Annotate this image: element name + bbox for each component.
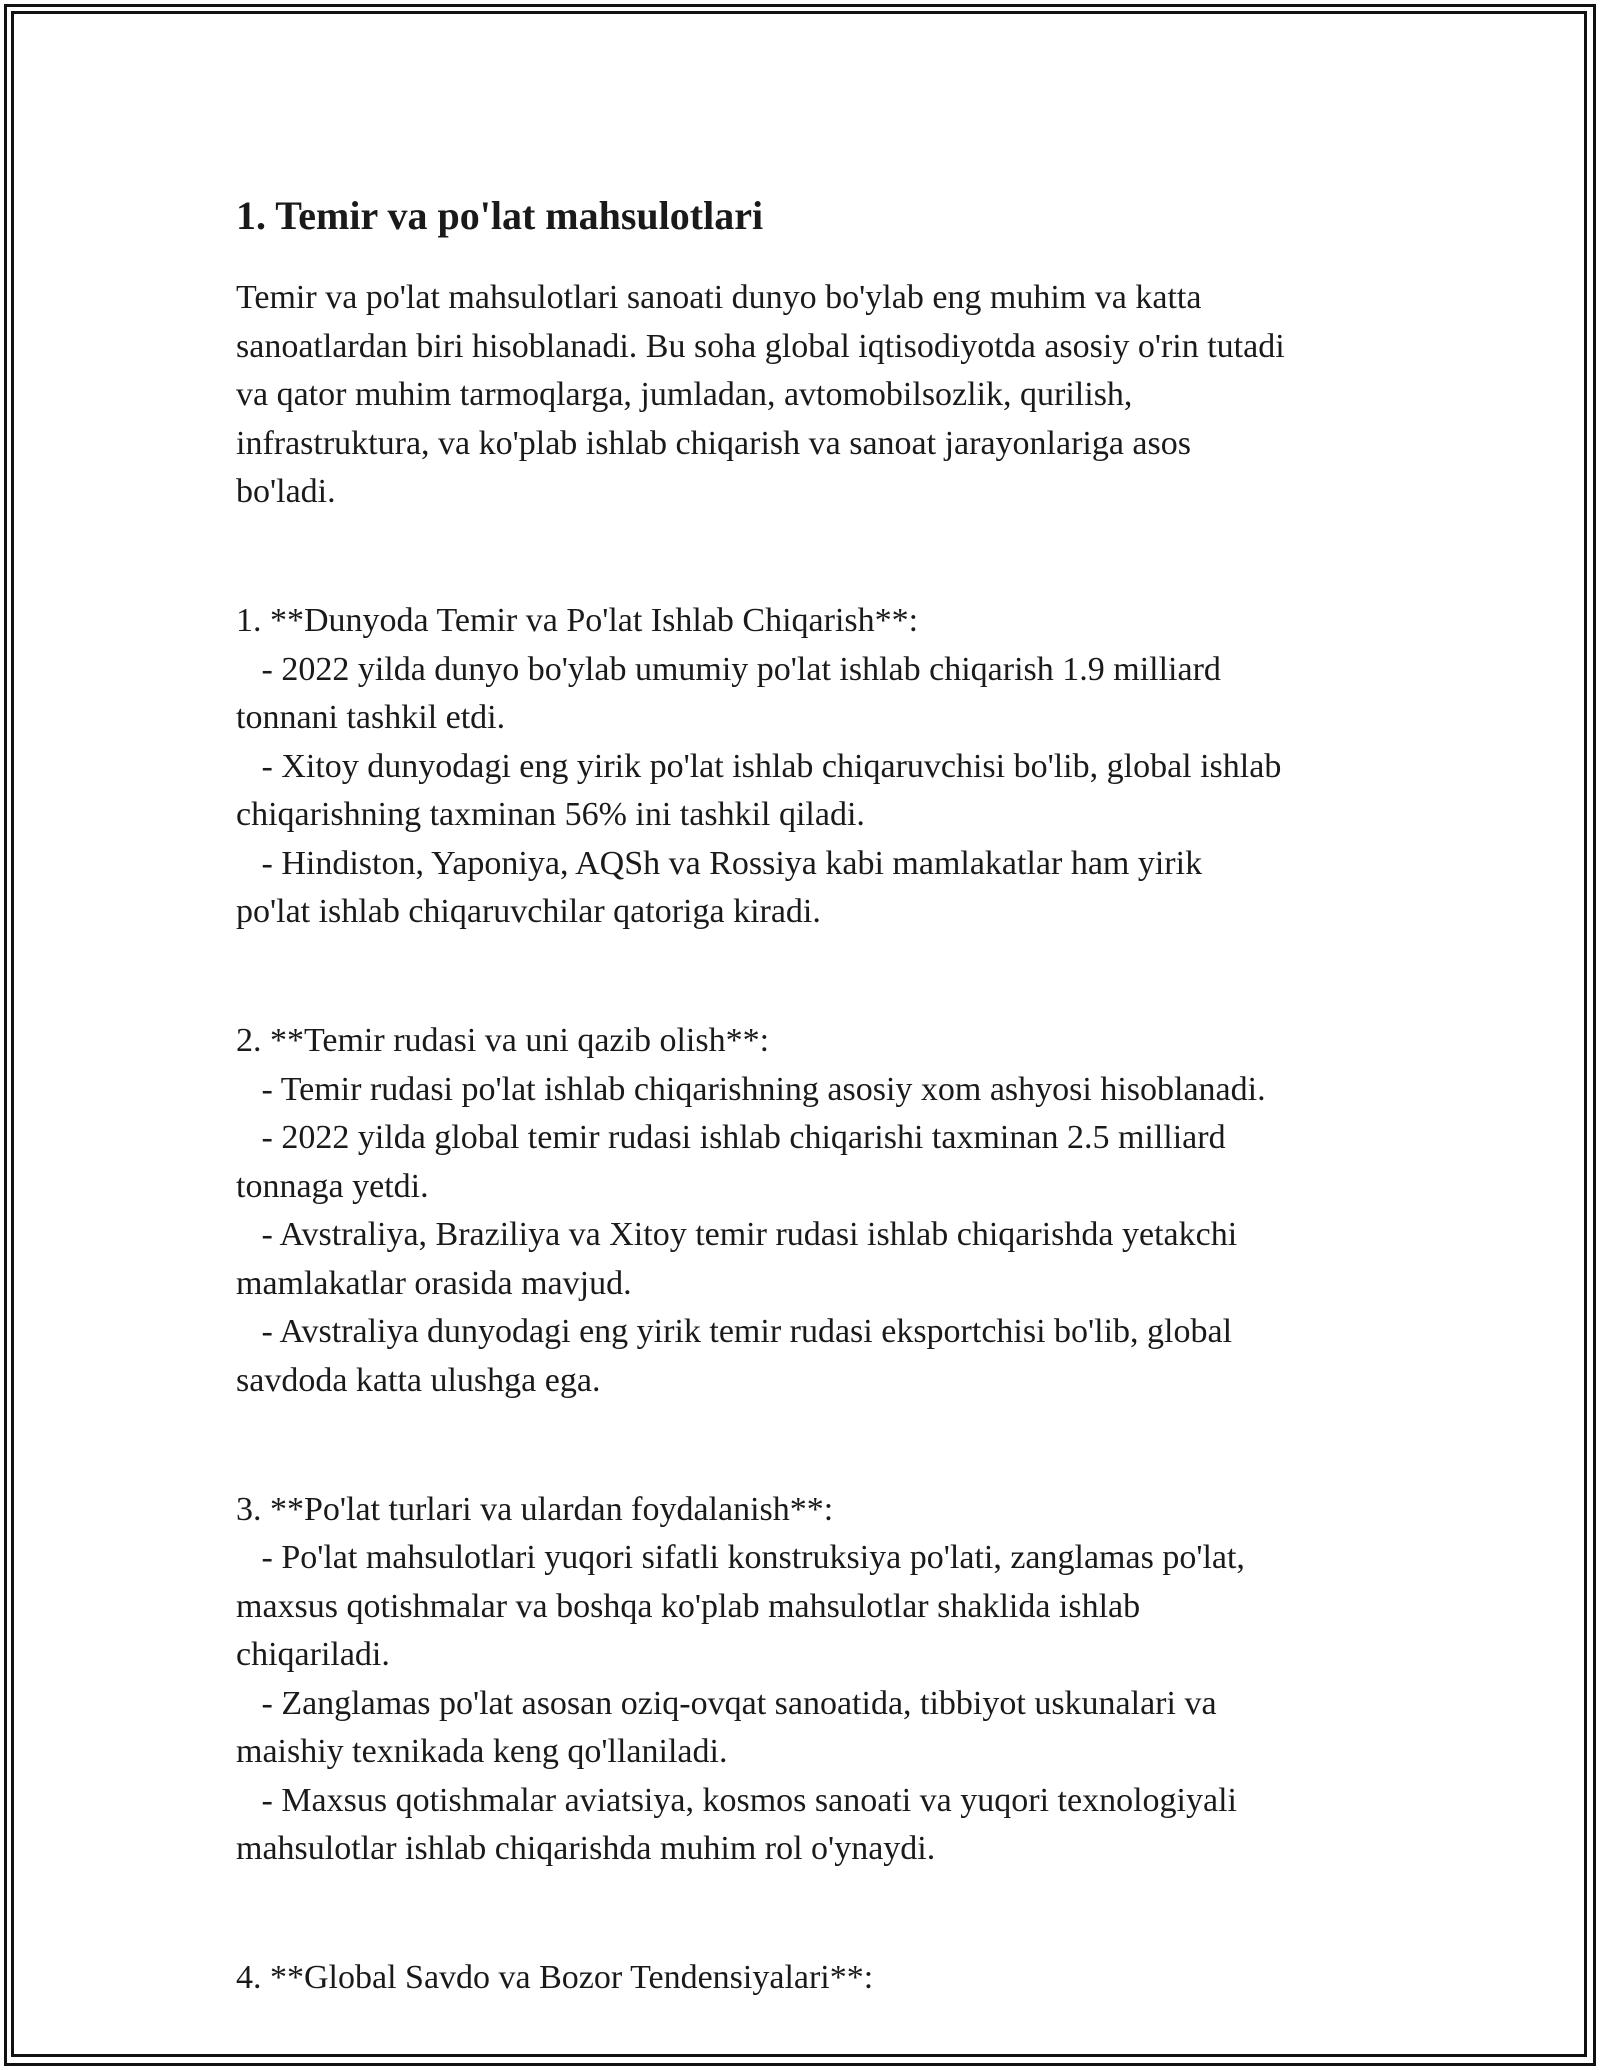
blank-line bbox=[236, 1421, 1376, 1470]
text-line: - Avstraliya, Braziliya va Xitoy temir rudasi ishlab chiqarishda yetakchi bbox=[236, 1216, 1238, 1253]
text-line: mamlakatlar orasida mavjud. bbox=[236, 1264, 632, 1302]
text-line: 2. **Temir rudasi va uni qazib olish**: bbox=[236, 1022, 770, 1059]
text-line: - Po'lat mahsulotlari yuqori sifatli konstruksiya po'lati, zanglamas po'lat, bbox=[236, 1539, 1245, 1576]
text-line: infrastruktura, va ko'plab ishlab chiqarish va sanoat jarayonlariga asos bbox=[236, 424, 1191, 462]
blank-line bbox=[236, 533, 1376, 582]
text-line: - 2022 yilda dunyo bo'ylab umumiy po'lat ishlab chiqarish 1.9 milliard bbox=[236, 650, 1221, 688]
text-line: maxsus qotishmalar va boshqa ko'plab mahsulotlar shaklida ishlab bbox=[236, 1587, 1141, 1625]
text-line: - 2022 yilda global temir rudasi ishlab chiqarishi taxminan 2.5 milliard bbox=[236, 1119, 1226, 1156]
text-line: - Temir rudasi po'lat ishlab chiqarishning asosiy xom ashyosi hisoblanadi. bbox=[236, 1070, 1266, 1108]
text-line: Temir va po'lat mahsulotlari sanoati dunyo bo'ylab eng muhim va katta bbox=[236, 279, 1202, 316]
text-line: 1. **Dunyoda Temir va Po'lat Ishlab Chiqarish**: bbox=[236, 602, 919, 639]
text-line: po'lat ishlab chiqaruvchilar qatoriga kiradi. bbox=[236, 893, 821, 930]
text-line: tonnani tashkil etdi. bbox=[236, 699, 506, 736]
document-text bbox=[236, 274, 1376, 2003]
text-line: maishiy texnikada keng qo'llaniladi. bbox=[236, 1733, 728, 1770]
text-line: - Hindiston, Yaponiya, AQSh va Rossiya kabi mamlakatlar ham yirik bbox=[236, 844, 1203, 882]
document-body bbox=[236, 186, 1376, 2003]
text-line: - Maxsus qotishmalar aviatsiya, kosmos sanoati va yuqori texnologiyali bbox=[236, 1781, 1237, 1819]
text-line: mahsulotlar ishlab chiqarishda muhim rol o'ynaydi. bbox=[236, 1830, 936, 1867]
text-line: tonnaga yetdi. bbox=[236, 1167, 429, 1205]
text-line: chiqariladi. bbox=[236, 1636, 390, 1673]
text-line: va qator muhim tarmoqlarga, jumladan, avtomobilsozlik, qurilish, bbox=[236, 376, 1133, 413]
text-line: bo'ladi. bbox=[236, 473, 336, 510]
text-line: - Zanglamas po'lat asosan oziq-ovqat sanoatida, tibbiyot uskunalari va bbox=[236, 1684, 1217, 1722]
text-line: 3. **Po'lat turlari va ulardan foydalanish**: bbox=[236, 1490, 834, 1528]
blank-line bbox=[236, 953, 1376, 1002]
text-line: - Xitoy dunyodagi eng yirik po'lat ishlab chiqaruvchisi bo'lib, global ishlab bbox=[236, 747, 1282, 785]
document-title: 1. Temir va po'lat mahsulotlari bbox=[236, 193, 764, 238]
text-line: - Avstraliya dunyodagi eng yirik temir rudasi eksportchisi bo'lib, global bbox=[236, 1313, 1233, 1350]
text-line: savdoda katta ulushga ega. bbox=[236, 1361, 601, 1399]
blank-line bbox=[236, 1890, 1376, 1939]
text-line: chiqarishning taxminan 56% ini tashkil qiladi. bbox=[236, 796, 865, 833]
text-line: sanoatlardan biri hisoblanadi. Bu soha global iqtisodiyotda asosiy o'rin tutadi bbox=[236, 327, 1285, 365]
text-line: 4. **Global Savdo va Bozor Tendensiyalari**: bbox=[236, 1959, 874, 1996]
